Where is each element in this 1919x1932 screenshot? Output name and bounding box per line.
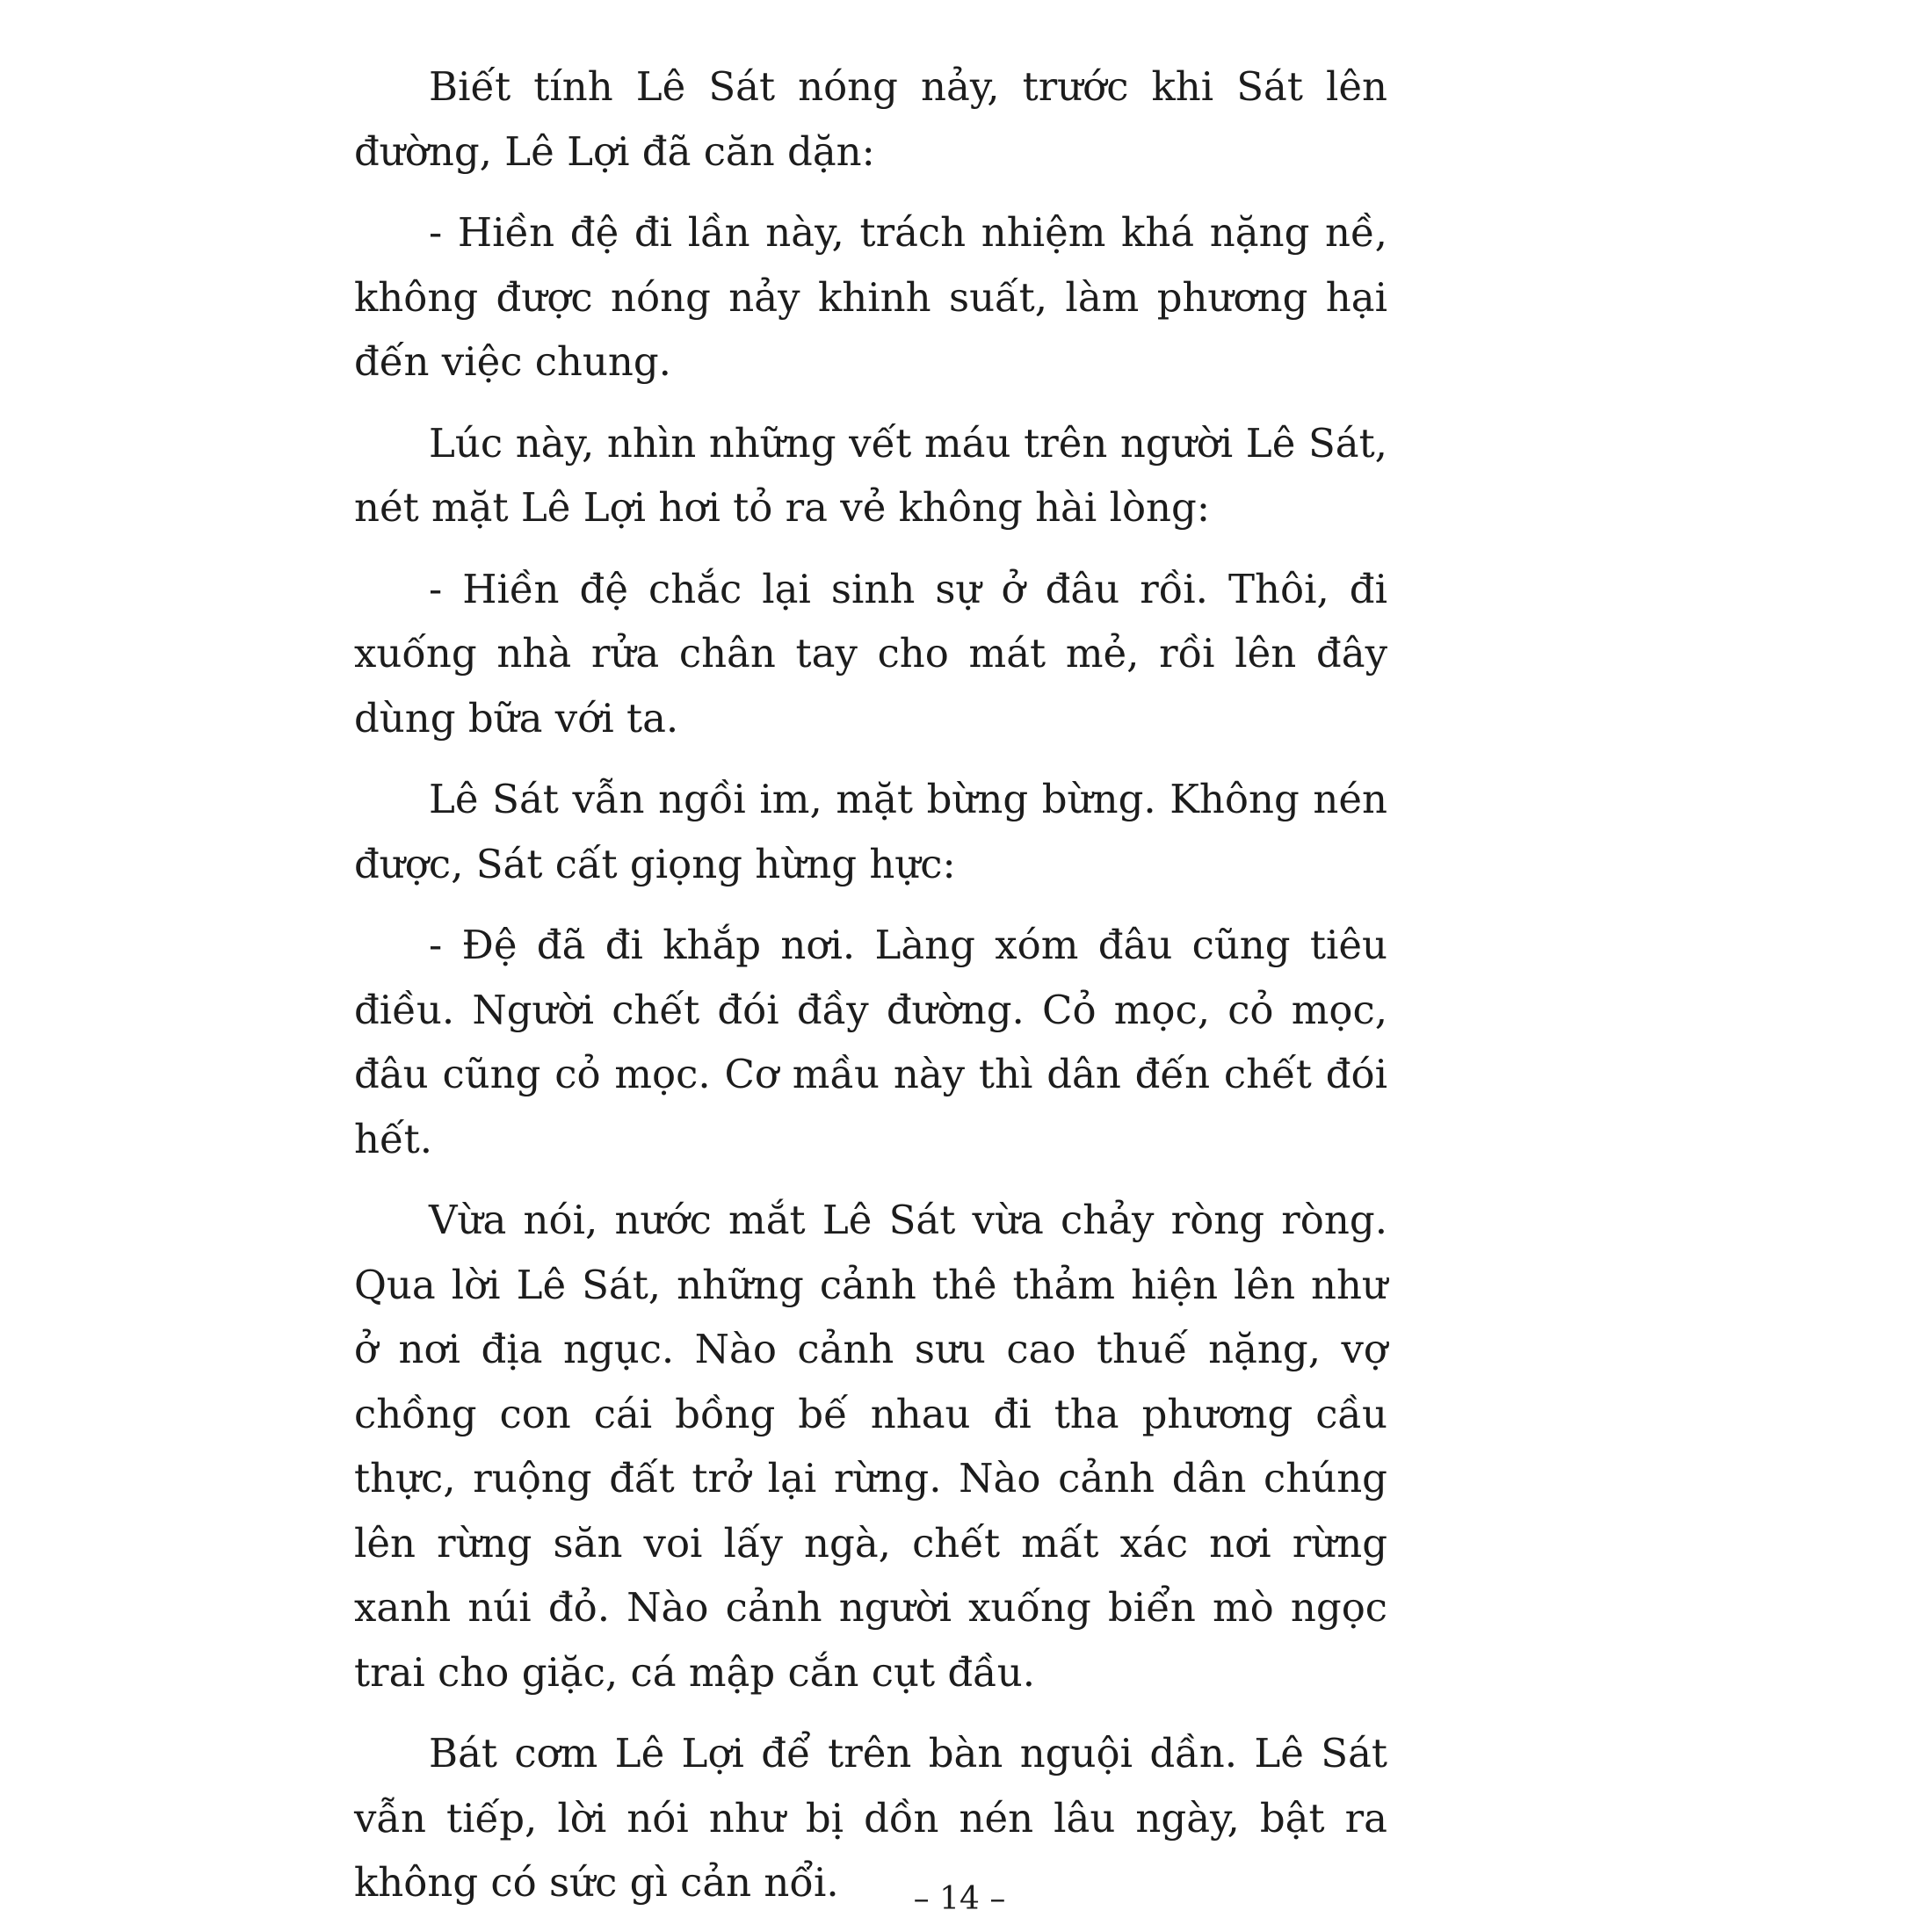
- dialogue-paragraph: - Hiền đệ đi lần này, trách nhiệm khá nặng nề, không được nóng nảy khinh suất, làm phương hại đến việc chung.: [354, 209, 1387, 385]
- dialogue-paragraph: - Hiền đệ chắc lại sinh sự ở đâu rồi. Thôi, đi xuống nhà rửa chân tay cho mát mẻ, rồi lên đây dùng bữa với ta.: [354, 565, 1387, 742]
- paragraph: Vừa nói, nước mắt Lê Sát vừa chảy ròng ròng. Qua lời Lê Sát, những cảnh thê thảm hiện lên như ở nơi địa ngục. Nào cảnh sưu cao thuế nặng, vợ chồng con cái bồng bế nhau đi tha phương cầu thực, ruộng đất trở lại rừng. Nào cảnh dân chúng lên rừng săn voi lấy ngà, chết mất xác nơi rừng xanh núi đỏ. Nào cảnh người xuống biển mò ngọc trai cho giặc, cá mập cắn cụt đầu.: [354, 1197, 1387, 1696]
- page-number: – 14 –: [913, 1881, 1006, 1917]
- dialogue-paragraph: - Đệ đã đi khắp nơi. Làng xóm đâu cũng tiêu điều. Người chết đói đầy đường. Cỏ mọc, cỏ mọc, đâu cũng cỏ mọc. Cơ mầu này thì dân đến chết đói hết.: [354, 922, 1387, 1162]
- paragraph: Lúc này, nhìn những vết máu trên người Lê Sát, nét mặt Lê Lợi hơi tỏ ra vẻ không hài lòng:: [354, 419, 1387, 531]
- body-text: [354, 54, 1387, 1932]
- paragraph: Bát cơm Lê Lợi để trên bàn nguội dần. Lê Sát vẫn tiếp, lời nói như bị dồn nén lâu ngày, bật ra không có sức gì cản nổi.: [354, 1730, 1387, 1906]
- paragraph: Biết tính Lê Sát nóng nảy, trước khi Sát lên đường, Lê Lợi đã căn dặn:: [354, 63, 1387, 175]
- paragraph: Lê Sát vẫn ngồi im, mặt bừng bừng. Không nén được, Sát cất giọng hừng hực:: [354, 776, 1387, 887]
